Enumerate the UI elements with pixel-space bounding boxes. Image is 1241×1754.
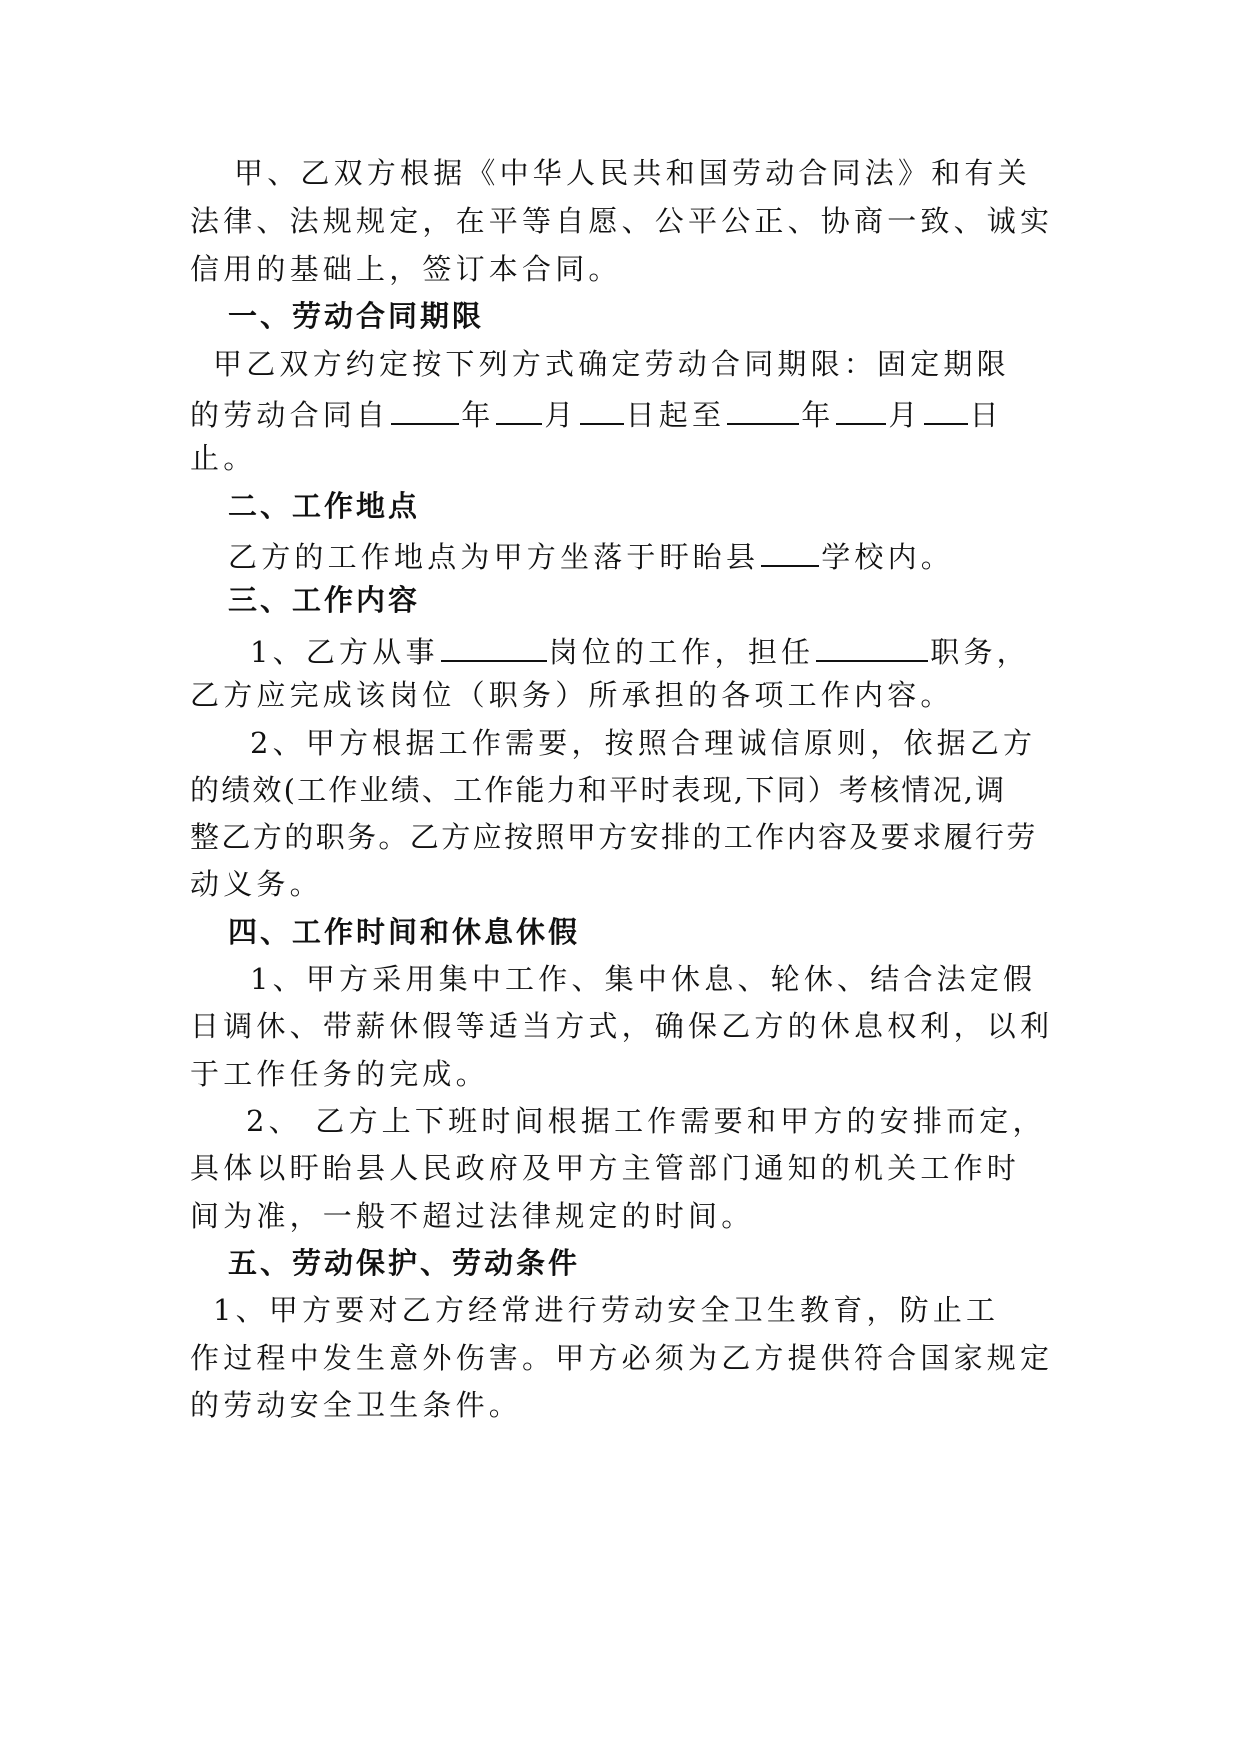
section-2-heading: 二、工作地点 [228, 489, 421, 523]
duty-label: 职务， [930, 635, 1030, 669]
section-4-p1-line-2: 日调休、带薪休假等适当方式，确保乙方的休息权利，以利 [190, 1009, 1054, 1043]
school-suffix-label: 学校内。 [821, 540, 955, 574]
duty-blank[interactable] [816, 630, 928, 662]
month-label: 月 [544, 398, 578, 432]
start-month-blank[interactable] [496, 393, 542, 425]
section-4-p2-line-3: 间为准，一般不超过法律规定的时间。 [190, 1199, 755, 1233]
post-duty-label: 岗位的工作，担任 [548, 635, 815, 669]
section-3-p2-line-1: 2、甲方根据工作需要，按照合理诚信原则，依据乙方 [250, 726, 1037, 760]
section-3-p1-line-1 [250, 630, 1030, 669]
end-month-blank[interactable] [836, 393, 886, 425]
section-5-p1-line-2: 作过程中发生意外伤害。甲方必须为乙方提供符合国家规定 [190, 1341, 1054, 1375]
section-3-p1-line-2: 乙方应完成该岗位（职务）所承担的各项工作内容。 [190, 678, 954, 712]
work-location-label: 乙方的工作地点为甲方坐落于盱眙县 [228, 540, 760, 574]
section-4-heading: 四、工作时间和休息休假 [228, 915, 581, 949]
position-blank[interactable] [441, 630, 547, 662]
section-3-p2-line-3: 整乙方的职务。乙方应按照甲方安排的工作内容及要求履行劳 [190, 820, 1038, 854]
section-3-p2-line-2: 的绩效(工作业绩、工作能力和平时表现,下同）考核情况,调 [190, 773, 1007, 807]
start-day-blank[interactable] [580, 393, 624, 425]
position-label: 1、乙方从事 [250, 635, 439, 669]
end-day-label: 日 [969, 398, 1003, 432]
section-4-p1-line-3: 于工作任务的完成。 [190, 1057, 489, 1091]
section-5-heading: 五、劳动保护、劳动条件 [228, 1246, 581, 1280]
section-5-p1-line-1: 1、甲方要对乙方经常进行劳动安全卫生教育，防止工 [213, 1293, 1000, 1327]
intro-line-2: 法律、法规规定，在平等自愿、公平公正、协商一致、诚实 [190, 204, 1054, 238]
day-to-label: 日起至 [625, 398, 726, 432]
section-1-line-1: 甲乙双方约定按下列方式确定劳动合同期限：固定期限 [213, 347, 1010, 381]
intro-line-1: 甲、乙双方根据《中华人民共和国劳动合同法》和有关 [234, 156, 1031, 190]
end-year-blank[interactable] [727, 393, 799, 425]
intro-line-3: 信用的基础上，签订本合同。 [190, 252, 622, 286]
section-1-heading: 一、劳动合同期限 [228, 299, 485, 333]
end-day-blank[interactable] [924, 393, 968, 425]
section-2-line-1 [228, 535, 955, 574]
school-name-blank[interactable] [761, 535, 819, 567]
section-5-p1-line-3: 的劳动安全卫生条件。 [190, 1388, 523, 1422]
section-4-p2-line-1: 2、 乙方上下班时间根据工作需要和甲方的安排而定， [246, 1104, 1046, 1138]
section-3-heading: 三、工作内容 [228, 583, 421, 617]
term-from-label: 的劳动合同自 [190, 398, 390, 432]
end-year-label: 年 [801, 398, 835, 432]
section-1-line-2 [190, 393, 1003, 432]
section-1-line-3: 止。 [190, 441, 257, 475]
start-year-blank[interactable] [391, 393, 459, 425]
year-label: 年 [461, 398, 495, 432]
section-4-p1-line-1: 1、甲方采用集中工作、集中休息、轮休、结合法定假 [250, 962, 1037, 996]
section-4-p2-line-2: 具体以盱眙县人民政府及甲方主管部门通知的机关工作时 [190, 1151, 1021, 1185]
section-3-p2-line-4: 动义务。 [190, 867, 323, 901]
end-month-label: 月 [888, 398, 922, 432]
